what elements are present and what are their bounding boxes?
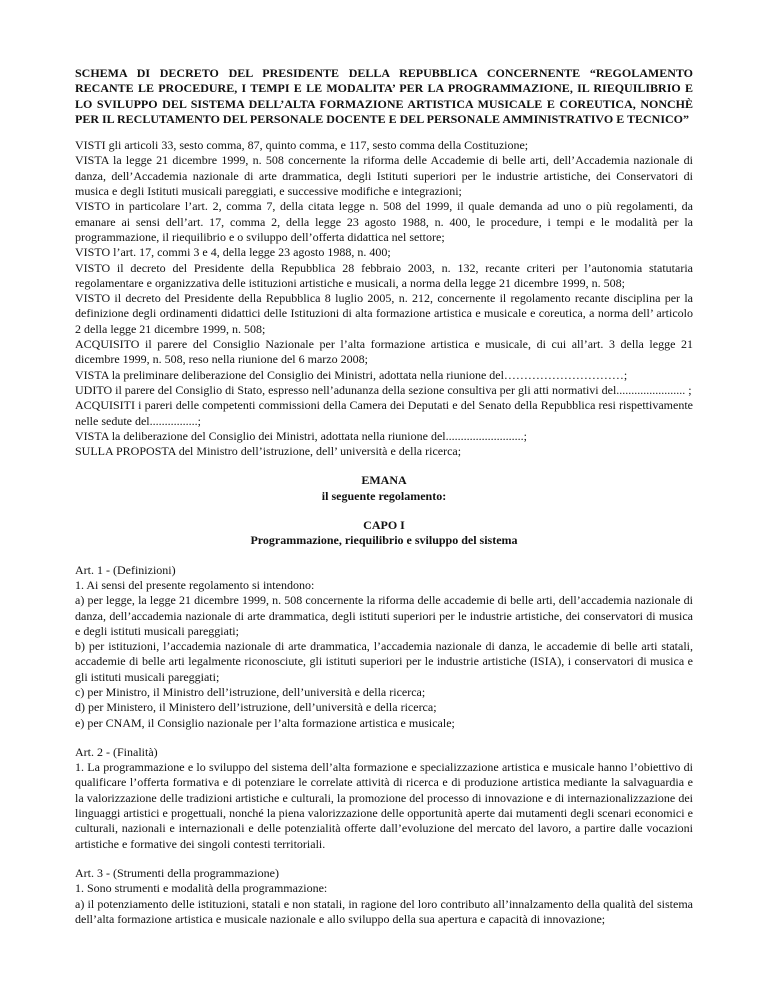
- document-title: SCHEMA DI DECRETO DEL PRESIDENTE DELLA REPUBBLICA CONCERNENTE “REGOLAMENTO RECANTE LE PROCEDURE, I TEMPI E LE MODALITA’ PER LA PROGRAMMAZIONE, IL RIEQUILIBRIO E LO SVILUPPO DEL SISTEMA DELL’ALTA FORMAZIONE ARTISTICA MUSICALE E COREUTICA, NONCHÈ PER IL RECLUTAMENTO DEL PERSONALE DOCENTE E DEL PERSONALE AMMINISTRATIVO E TECNICO”: [75, 66, 693, 126]
- preamble-line: VISTO il decreto del Presidente della Repubblica 28 febbraio 2003, n. 132, recante criteri per l’autonomia statutaria regolamentare e organizzativa delle istituzioni artistiche e musicali, a norma della legge 21 dicembre 1999, n. 508;: [75, 260, 693, 290]
- article-line: 1. La programmazione e lo sviluppo del sistema dell’alta formazione e specializzazione artistica e musicale hanno l’obiettivo di qualificare l’offerta formativa e di potenziare le correlate attività di ricerca e di produzione artistica mediante la salvaguardia e la valorizzazione delle tradizioni artistiche e culturali, la promozione del processo di innovazione e di internazionalizzazione dei linguaggi artistici e progettuali, nonché la piena valorizzazione delle opportunità aperte dai mutamenti degli scenari economici e culturali, nazionali e internazionali e delle potenzialità offerte dall’evoluzione del mercato del lavoro, a partire dalle vocazioni artistiche e formative dei singoli contesti territoriali.: [75, 760, 693, 851]
- preamble-line: VISTO l’art. 17, commi 3 e 4, della legge 23 agosto 1988, n. 400;: [75, 245, 391, 260]
- emana-heading: EMANA: [361, 473, 407, 488]
- document-page: [75, 66, 693, 927]
- preamble-line: ACQUISITI i pareri delle competenti commissioni della Camera dei Deputati e del Senato della Repubblica resi rispettivamente nelle sedute del................;: [75, 398, 693, 428]
- article-line: 1. Ai sensi del presente regolamento si intendono:: [75, 577, 315, 592]
- preamble-line: VISTA la deliberazione del Consiglio dei Ministri, adottata nella riunione del..........................;: [75, 428, 527, 443]
- article-line: c) per Ministro, il Ministro dell’istruzione, dell’università e della ricerca;: [75, 684, 426, 699]
- article-line: 1. Sono strumenti e modalità della programmazione:: [75, 881, 328, 896]
- article-line: a) per legge, la legge 21 dicembre 1999, n. 508 concernente la riforma delle accademie di belle arti, dell’accademia nazionale di danza, dell’accademia nazionale di arte drammatica, degli istituti superiori per le industrie artistiche, dei conservatori di musica e degli istituti musicali pareggiati;: [75, 593, 693, 638]
- article-line: a) il potenziamento delle istituzioni, statali e non statali, in ragione del loro contributo all’innalzamento della qualità del sistema dell’alta formazione artistica e musicale nazionale e allo sviluppo della sua apertura e capacità di innovazione;: [75, 896, 693, 926]
- article-heading: Art. 3 - (Strumenti della programmazione): [75, 865, 279, 880]
- preamble-line: VISTA la preliminare deliberazione del Consiglio dei Ministri, adottata nella riunione del…………………………;: [75, 367, 628, 382]
- article-line: d) per Ministero, il Ministero dell’istruzione, dell’università e della ricerca;: [75, 700, 437, 715]
- preamble-line: UDITO il parere del Consiglio di Stato, espresso nell’adunanza della sezione consultiva per gli atti normativi del....................... ;: [75, 382, 692, 397]
- article-3: [75, 866, 693, 927]
- emana-subheading: il seguente regolamento:: [321, 488, 447, 503]
- article-2: [75, 745, 693, 852]
- preamble-line: VISTO il decreto del Presidente della Repubblica 8 luglio 2005, n. 212, concernente il regolamento recante disciplina per la definizione degli ordinamenti didattici delle Istituzioni di alta formazione artistica e musicale e coreutica, a norma dell’ articolo 2 della legge 21 dicembre 1999, n. 508;: [75, 291, 693, 336]
- article-1: [75, 563, 693, 731]
- article-line: b) per istituzioni, l’accademia nazionale di arte drammatica, l’accademia nazionale di danza, le accademie di belle arti statali, accademie di belle arti legalmente riconosciute, gli istituti superiori per le industrie artistiche (ISIA), i conservatori di musica e gli istituti musicali pareggiati;: [75, 639, 693, 684]
- preamble-line: VISTO in particolare l’art. 2, comma 7, della citata legge n. 508 del 1999, il quale demanda ad uno o più regolamenti, da emanare ai sensi dell’art. 17, comma 2, della legge 23 agosto 1988, n. 400, le procedure, i tempi e le modalità per la programmazione, il riequilibrio e o sviluppo dell’offerta didattica nel settore;: [75, 199, 693, 244]
- article-line: e) per CNAM, il Consiglio nazionale per l’alta formazione artistica e musicale;: [75, 715, 455, 730]
- capo-heading: CAPO I: [363, 518, 405, 533]
- capo-subheading: Programmazione, riequilibrio e sviluppo del sistema: [250, 533, 518, 548]
- article-heading: Art. 2 - (Finalità): [75, 744, 158, 759]
- article-heading: Art. 1 - (Definizioni): [75, 562, 176, 577]
- preamble-line: SULLA PROPOSTA del Ministro dell’istruzione, dell’ università e della ricerca;: [75, 444, 462, 459]
- preamble-line: ACQUISITO il parere del Consiglio Nazionale per l’alta formazione artistica e musicale, di cui all’art. 3 della legge 21 dicembre 1999, n. 508, reso nella riunione del 6 marzo 2008;: [75, 337, 693, 367]
- preamble-line: VISTI gli articoli 33, sesto comma, 87, quinto comma, e 117, sesto comma della Costituzione;: [75, 138, 529, 153]
- preamble: [75, 138, 693, 459]
- preamble-line: VISTA la legge 21 dicembre 1999, n. 508 concernente la riforma delle Accademie di belle arti, dell’Accademia nazionale di danza, dell’Accademia nazionale di arte drammatica, degli Istituti superiori per le industrie artistiche, dei Conservatori di musica e degli Istituti musicali pareggiati, e successive modifiche e integrazioni;: [75, 153, 693, 199]
